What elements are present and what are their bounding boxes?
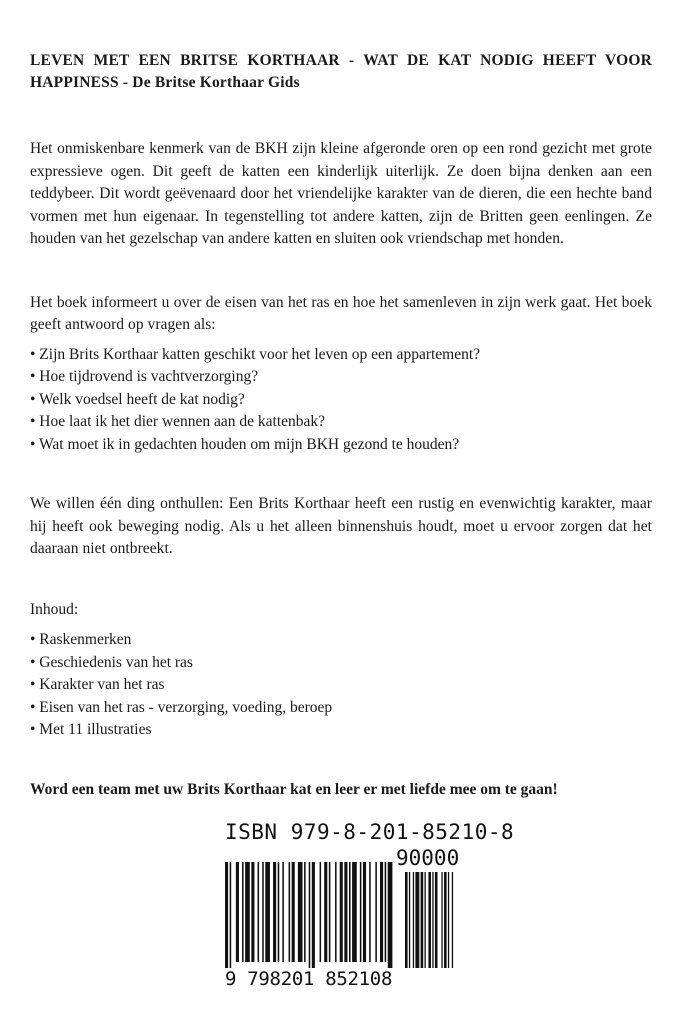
list-item: • Welk voedsel heeft de kat nodig? bbox=[30, 390, 245, 408]
barcode-bar bbox=[304, 862, 306, 962]
contents-list bbox=[30, 629, 652, 742]
barcode-bar bbox=[409, 872, 410, 968]
barcode-bar bbox=[369, 862, 371, 962]
list-item: • Eisen van het ras - verzorging, voeding, beroep bbox=[30, 698, 333, 716]
barcode-bar bbox=[289, 862, 291, 962]
list-item: • Hoe laat ik het dier wennen aan de kattenbak? bbox=[30, 413, 326, 430]
list-item: • Wat moet ik in gedachten houden om mijn BKH gezond te houden? bbox=[30, 435, 460, 453]
barcode-bar bbox=[225, 862, 228, 968]
barcode-bar bbox=[230, 862, 232, 968]
barcode-bar bbox=[349, 862, 351, 962]
barcode-bar bbox=[340, 862, 343, 962]
barcode-bar bbox=[292, 862, 295, 962]
barcode-bar bbox=[435, 872, 438, 968]
barcode-bar bbox=[273, 862, 276, 962]
barcode-bar bbox=[360, 862, 362, 962]
barcode-bar bbox=[329, 862, 331, 962]
barcode-bar bbox=[432, 872, 433, 968]
barcode-bar bbox=[324, 862, 327, 962]
contents-heading: Inhoud: bbox=[30, 600, 79, 618]
barcode-bar bbox=[251, 862, 254, 962]
barcode-bar bbox=[421, 872, 424, 968]
book-title: LEVEN MET EEN BRITSE KORTHAAR - WAT DE KAT NODIG HEEFT VOOR HAPPINESS - De Britse Korthaar Gids bbox=[30, 52, 652, 91]
barcode-bar bbox=[428, 872, 431, 968]
barcode-bar bbox=[385, 862, 387, 962]
barcode-bar bbox=[425, 872, 426, 968]
barcode-bar bbox=[448, 872, 449, 968]
barcode-bar bbox=[344, 862, 347, 962]
barcode-bar bbox=[245, 862, 250, 962]
barcode-bar bbox=[413, 872, 414, 968]
back-cover-text bbox=[30, 50, 652, 801]
barcode-bar bbox=[452, 872, 453, 968]
barcode-bar bbox=[282, 862, 284, 962]
barcode-bar bbox=[405, 872, 408, 968]
barcode-digits: 9 798201 852108 bbox=[225, 968, 393, 990]
description-paragraph-2: Het boek informeert u over de eisen van het ras en hoe het samenleven in zijn werk gaat. Het boek geeft antwoord op vragen als: bbox=[30, 293, 652, 333]
barcode-bar bbox=[335, 862, 337, 962]
barcode-bar bbox=[380, 862, 383, 962]
list-item: • Hoe tijdrovend is vachtverzorging? bbox=[30, 368, 259, 385]
barcode-bar bbox=[312, 862, 315, 968]
isbn-barcode bbox=[225, 820, 515, 1000]
barcode-bar bbox=[242, 862, 244, 962]
list-item: • Raskenmerken bbox=[30, 631, 132, 648]
list-item: • Karakter van het ras bbox=[30, 676, 165, 693]
barcode-bar bbox=[265, 862, 270, 962]
barcode-bar bbox=[309, 862, 311, 968]
description-paragraph-3: We willen één ding onthullen: Een Brits Korthaar heeft een rustig en evenwichtig karakter, maar hij heeft ook beweging nodig. Als u het alleen binnenshuis houdt, moet u ervoor zorgen dat het daaraan niet ontbreekt. bbox=[30, 495, 652, 557]
barcode-bar bbox=[258, 862, 260, 962]
barcode-bar bbox=[298, 862, 303, 962]
barcode-bar bbox=[262, 862, 264, 962]
barcode-bar bbox=[441, 872, 442, 968]
barcode-bar bbox=[352, 862, 357, 962]
barcode-bar bbox=[236, 862, 239, 962]
barcode-bar bbox=[320, 862, 322, 962]
barcode-bar bbox=[415, 872, 419, 968]
questions-list bbox=[30, 344, 652, 457]
price-code: 90000 bbox=[396, 846, 460, 870]
list-item: • Met 11 illustraties bbox=[30, 721, 152, 738]
isbn-label: ISBN 979-8-201-85210-8 bbox=[225, 820, 515, 844]
description-paragraph-1: Het onmiskenbare kenmerk van de BKH zijn kleine afgeronde oren op een rond gezicht met grote expressieve ogen. Dit geeft de katten een kinderlijk uiterlijk. Ze doen bijna denken aan een teddybeer. Dit wordt geëvenaard door het vriendelijke karakter van de dieren, die een hechte band vormen met hun eigenaar. In tegenstelling tot andere katten, zijn de Britten geen eenlingen. Ze houden van het gezelschap van andere katten en sluiten ook vriendschap met honden. bbox=[30, 140, 652, 247]
barcode-bar bbox=[278, 862, 280, 962]
barcode-bar bbox=[363, 862, 366, 962]
call-to-action: Word een team met uw Brits Korthaar kat en leer er met liefde mee om te gaan! bbox=[30, 780, 558, 798]
barcode-bar bbox=[444, 872, 447, 968]
barcode-bar bbox=[388, 862, 393, 968]
list-item: • Geschiedenis van het ras bbox=[30, 653, 193, 671]
list-item: • Zijn Brits Korthaar katten geschikt voor het leven op een appartement? bbox=[30, 345, 481, 363]
barcode-bar bbox=[375, 862, 377, 962]
